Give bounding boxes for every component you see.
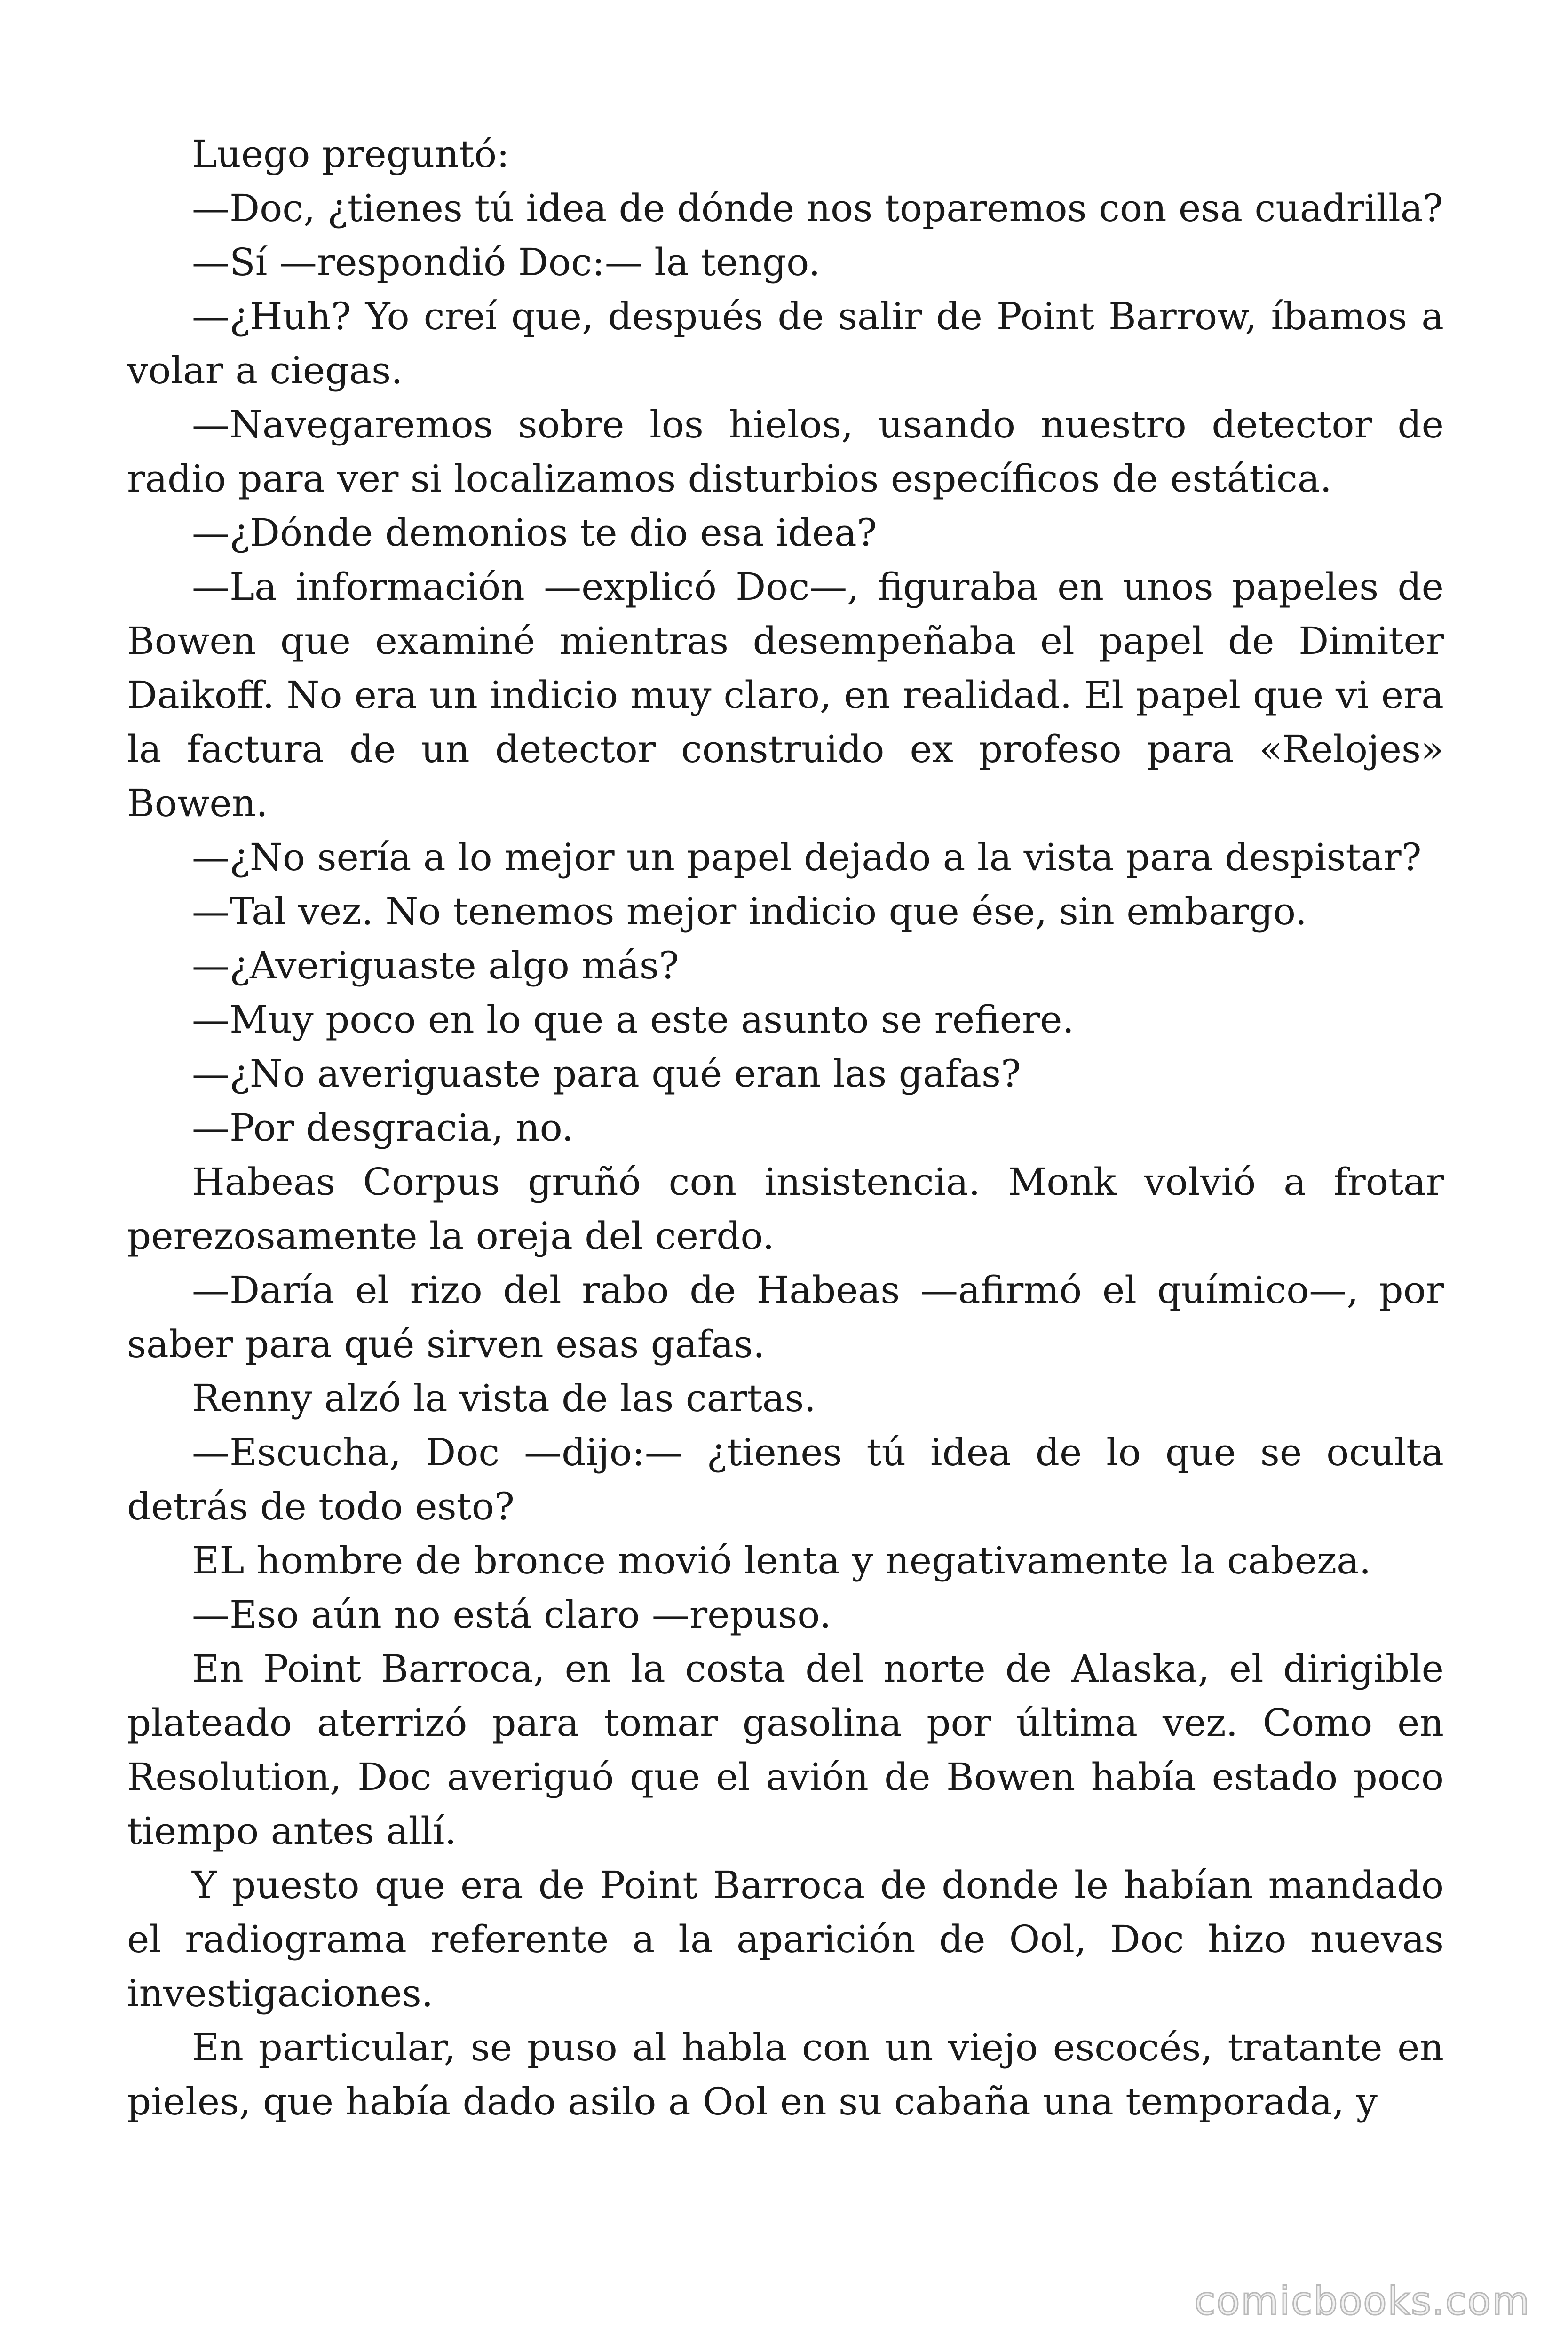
paragraph: —Daría el rizo del rabo de Habeas —afirmó el químico—, por saber para qué sirven esas gafas. [127, 1268, 1444, 1366]
paragraph: Y puesto que era de Point Barroca de donde le habían mandado el radiograma referente a la aparición de Ool, Doc hizo nuevas investigaciones. [127, 1863, 1444, 2015]
paragraph: Renny alzó la vista de las cartas. [192, 1376, 816, 1420]
paragraph: Luego preguntó: [192, 132, 510, 176]
paragraph: —Sí —respondió Doc:— la tengo. [192, 240, 821, 284]
paragraph: EL hombre de bronce movió lenta y negativamente la cabeza. [192, 1539, 1371, 1582]
paragraph: En particular, se puso al habla con un viejo escocés, tratante en pieles, que había dado asilo a Ool en su cabaña una temporada, y [127, 2026, 1444, 2123]
paragraph: —Escucha, Doc —dijo:— ¿tienes tú idea de lo que se oculta detrás de todo esto? [127, 1430, 1444, 1528]
paragraph: —Doc, ¿tienes tú idea de dónde nos toparemos con esa cuadrilla? [192, 186, 1443, 230]
watermark: comicbooks.com [1194, 2279, 1530, 2324]
paragraph: —¿Dónde demonios te dio esa idea? [192, 511, 877, 555]
paragraph: —La información —explicó Doc—, figuraba en unos papeles de Bowen que examiné mientras desempeñaba el papel de Dimiter Daikoff. No era un indicio muy claro, en realidad. El papel que vi era la factura de un detector construido ex profeso para «Relojes» Bowen. [127, 565, 1444, 825]
paragraph: Habeas Corpus gruñó con insistencia. Monk volvió a frotar perezosamente la oreja del cerdo. [127, 1160, 1444, 1258]
page-body [127, 127, 1444, 2129]
paragraph: —Muy poco en lo que a este asunto se refiere. [192, 998, 1074, 1041]
paragraph: —¿No sería a lo mejor un papel dejado a la vista para despistar? [192, 835, 1422, 879]
paragraph: En Point Barroca, en la costa del norte de Alaska, el dirigible plateado aterrizó para tomar gasolina por última vez. Como en Resolution, Doc averiguó que el avión de Bowen había estado poco tiempo antes allí. [127, 1647, 1444, 1853]
paragraph: —Eso aún no está claro —repuso. [192, 1593, 832, 1637]
paragraph: —¿No averiguaste para qué eran las gafas? [192, 1052, 1021, 1096]
paragraph: —Tal vez. No tenemos mejor indicio que ése, sin embargo. [192, 890, 1307, 933]
paragraph: —Navegaremos sobre los hielos, usando nuestro detector de radio para ver si localizamos disturbios específicos de estática. [127, 403, 1444, 501]
paragraph: —¿Averiguaste algo más? [192, 944, 679, 987]
paragraph: —¿Huh? Yo creí que, después de salir de Point Barrow, íbamos a volar a ciegas. [127, 294, 1444, 392]
paragraph: —Por desgracia, no. [192, 1106, 574, 1150]
